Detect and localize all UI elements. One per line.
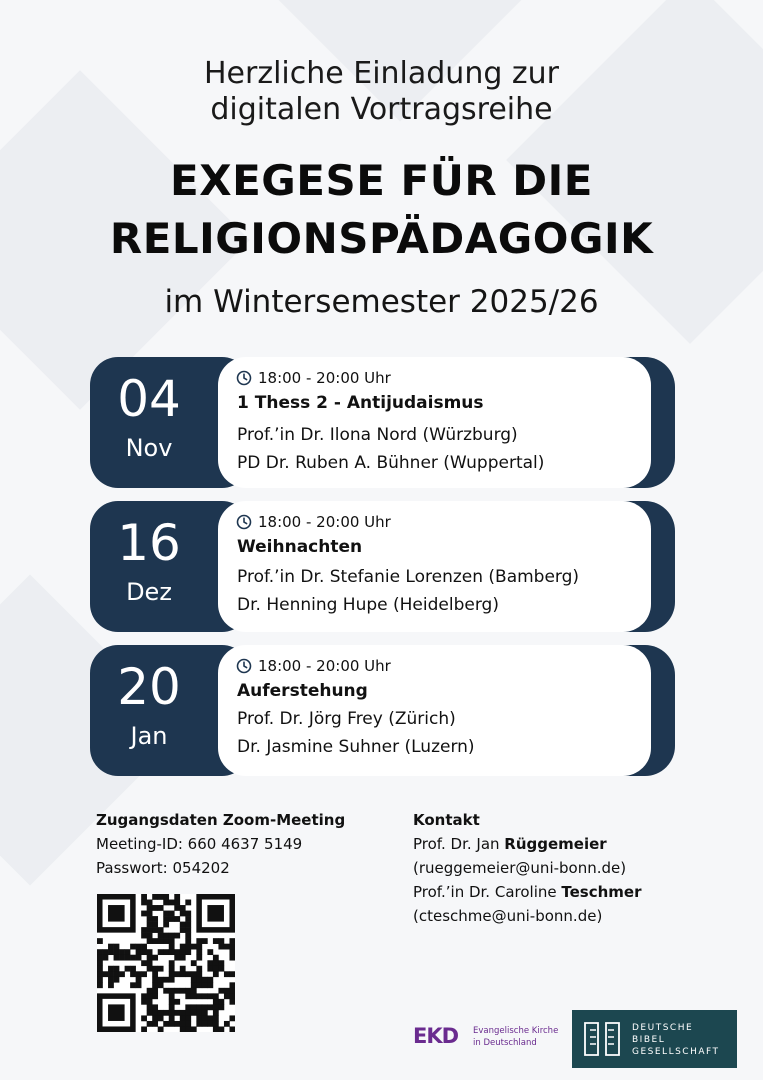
intro-line-2: digitalen Vortragsreihe: [210, 92, 553, 127]
ekd-mark: EKD: [413, 1024, 459, 1048]
contact-person: [413, 832, 641, 856]
dbg-line: BIBEL: [632, 1035, 666, 1045]
ekd-name-line-1: Evangelische Kirche: [473, 1026, 559, 1036]
event-speaker: Prof. Dr. Jörg Frey (Zürich): [237, 709, 456, 729]
dbg-wordmark: [632, 1022, 720, 1058]
subtitle: im Wintersemester 2025/26: [164, 284, 599, 320]
dbg-line: GESELLSCHAFT: [632, 1047, 720, 1057]
qr-code[interactable]: [97, 894, 235, 1032]
contact-person: [413, 880, 641, 904]
event-speaker: Prof.’in Dr. Stefanie Lorenzen (Bamberg): [237, 567, 580, 587]
event-topic: Weihnachten: [237, 537, 363, 557]
title-line-1: EXEGESE FÜR DIE: [170, 156, 593, 205]
zoom-heading: Zugangsdaten Zoom-Meeting: [96, 811, 346, 829]
clock-icon: [236, 370, 252, 386]
contact-heading: Kontakt: [413, 811, 480, 829]
bible-society-logo-icon: [582, 1020, 622, 1058]
intro-line-1: Herzliche Einladung zur: [203, 56, 560, 91]
event-time-text: 18:00 - 20:00 Uhr: [258, 513, 391, 531]
event-speaker: PD Dr. Ruben A. Bühner (Wuppertal): [237, 453, 545, 473]
event-speaker: Dr. Henning Hupe (Heidelberg): [237, 595, 499, 615]
contact-email[interactable]: (rueggemeier@uni-bonn.de): [413, 859, 627, 877]
event-time: [236, 367, 391, 389]
event-day: 04: [117, 370, 181, 428]
contact-surname: Rüggemeier: [504, 835, 607, 853]
event-month: Nov: [125, 434, 173, 462]
event-time: [236, 511, 391, 533]
event-time: [236, 655, 391, 677]
event-card: [90, 645, 675, 776]
event-card: [90, 357, 675, 488]
zoom-password: Passwort: 054202: [96, 859, 230, 877]
event-month: Jan: [130, 722, 168, 750]
clock-icon: [236, 514, 252, 530]
event-speaker: Prof.’in Dr. Ilona Nord (Würzburg): [237, 425, 518, 445]
qr-code-image: [97, 894, 235, 1032]
contact-info: [413, 808, 641, 928]
event-time-text: 18:00 - 20:00 Uhr: [258, 657, 391, 675]
event-day: 20: [117, 658, 181, 716]
contact-email[interactable]: (cteschme@uni-bonn.de): [413, 907, 603, 925]
intro-text: [0, 56, 763, 128]
event-content: [218, 645, 651, 776]
event-card: [90, 501, 675, 632]
page-title: [0, 152, 763, 268]
ekd-logo: [413, 1023, 559, 1049]
ekd-name-line-2: in Deutschland: [473, 1038, 537, 1048]
clock-icon: [236, 658, 252, 674]
contact-surname: Teschmer: [561, 883, 642, 901]
event-day: 16: [117, 514, 181, 572]
event-content: [218, 357, 651, 488]
dbg-line: DEUTSCHE: [632, 1023, 694, 1033]
contact-title: Prof.’in Dr. Caroline: [413, 883, 562, 901]
event-speaker: Dr. Jasmine Suhner (Luzern): [237, 737, 475, 757]
event-month: Dez: [126, 578, 172, 606]
title-line-2: RELIGIONSPÄDAGOGIK: [109, 214, 654, 263]
event-content: [218, 501, 651, 632]
contact-title: Prof. Dr. Jan: [413, 835, 505, 853]
event-topic: Auferstehung: [237, 681, 368, 701]
dbg-logo: [572, 1010, 737, 1068]
zoom-meeting-id: Meeting-ID: 660 4637 5149: [96, 835, 303, 853]
zoom-info: [96, 808, 345, 880]
event-topic: 1 Thess 2 - Antijudaismus: [237, 393, 484, 413]
event-time-text: 18:00 - 20:00 Uhr: [258, 369, 391, 387]
